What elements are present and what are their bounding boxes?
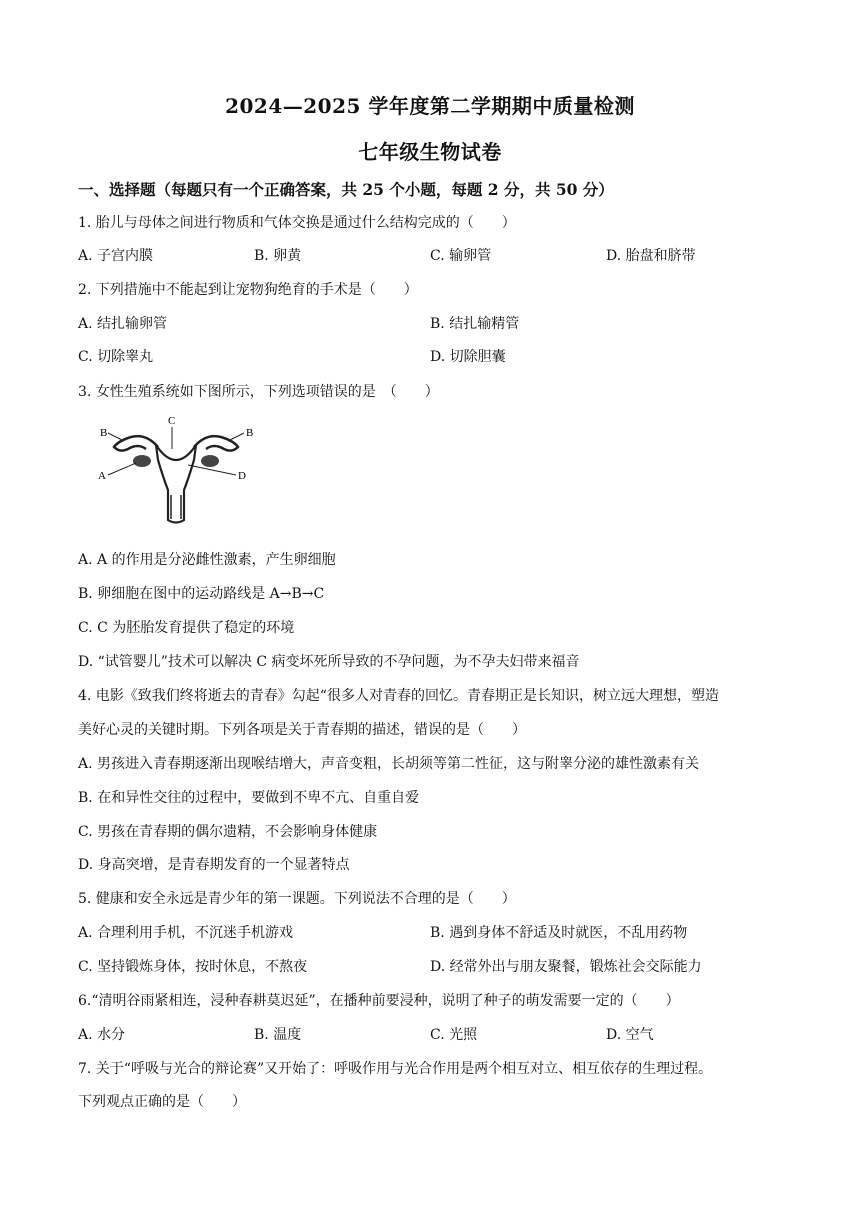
question-2-option-b: B. 结扎输精管 bbox=[430, 316, 520, 332]
question-5-stem: 5. 健康和安全永远是青少年的第一课题。下列说法不合理的是（ ） bbox=[78, 891, 516, 907]
question-2-option-a: A. 结扎输卵管 bbox=[78, 316, 168, 332]
exam-subtitle: 七年级生物试卷 bbox=[358, 140, 502, 164]
question-4-option-c: C. 男孩在青春期的偶尔遗精，不会影响身体健康 bbox=[78, 824, 378, 840]
question-5-option-c: C. 坚持锻炼身体，按时休息，不熬夜 bbox=[78, 959, 308, 975]
question-2-stem: 2. 下列措施中不能起到让宠物狗绝育的手术是（ ） bbox=[78, 282, 418, 298]
question-6-stem: 6.“清明谷雨紧相连，浸种春耕莫迟延”，在播种前要浸种，说明了种子的萌发需要一定的（ ） bbox=[78, 993, 680, 1009]
left-oviduct-shape bbox=[114, 436, 158, 450]
question-1-stem: 1. 胎儿与母体之间进行物质和气体交换是通过什么结构完成的（ ） bbox=[78, 215, 516, 231]
question-4-option-b: B. 在和异性交往的过程中，要做到不卑不亢、自重自爱 bbox=[78, 790, 420, 806]
section-heading: 一、选择题（每题只有一个正确答案，共 25 个小题，每题 2 分，共 50 分） bbox=[78, 180, 614, 199]
label-line-a bbox=[108, 463, 136, 475]
question-1-option-c: C. 输卵管 bbox=[430, 248, 492, 264]
question-1-option-b: B. 卵黄 bbox=[254, 248, 302, 264]
question-7-stem-line-1: 7. 关于“呼吸与光合的辩论赛”又开始了：呼吸作用与光合作用是两个相互对立、相互依存的生理过程。 bbox=[78, 1061, 713, 1077]
right-oviduct-shape bbox=[194, 436, 238, 450]
question-5-option-b: B. 遇到身体不舒适及时就医，不乱用药物 bbox=[430, 925, 688, 941]
question-3-stem: 3. 女性生殖系统如下图所示，下列选项错误的是 （ ） bbox=[78, 384, 439, 400]
question-6-option-c: C. 光照 bbox=[430, 1027, 478, 1043]
figure-label-b-right: B bbox=[246, 427, 254, 439]
question-3-option-d: D. “试管婴儿”技术可以解决 C 病变坏死所导致的不孕问题，为不孕夫妇带来福音 bbox=[78, 654, 580, 670]
vagina-shape bbox=[171, 495, 181, 519]
uterus-shape bbox=[156, 445, 196, 523]
left-ovary-shape bbox=[133, 455, 151, 467]
question-3-option-b: B. 卵细胞在图中的运动路线是 A→B→C bbox=[78, 586, 325, 602]
female-reproductive-system-diagram bbox=[86, 405, 266, 535]
question-1-option-a: A. 子宫内膜 bbox=[78, 248, 154, 264]
figure-label-c: C bbox=[168, 415, 176, 427]
question-6-option-b: B. 温度 bbox=[254, 1027, 302, 1043]
label-line-b-right bbox=[228, 433, 244, 441]
question-6-option-d: D. 空气 bbox=[606, 1027, 654, 1043]
question-2-option-d: D. 切除胆囊 bbox=[430, 349, 506, 365]
figure-label-a: A bbox=[98, 470, 106, 482]
question-3-option-a: A. A 的作用是分泌雌性激素，产生卵细胞 bbox=[78, 552, 336, 568]
question-6-option-a: A. 水分 bbox=[78, 1027, 126, 1043]
question-4-stem-line-2: 美好心灵的关键时期。下列各项是关于青春期的描述，错误的是（ ） bbox=[78, 722, 526, 738]
question-7-stem-line-2: 下列观点正确的是（ ） bbox=[78, 1094, 246, 1110]
question-5-option-d: D. 经常外出与朋友聚餐，锻炼社会交际能力 bbox=[430, 959, 702, 975]
right-ovary-shape bbox=[201, 455, 219, 467]
label-line-b-left bbox=[108, 433, 124, 441]
question-4-stem-line-1: 4. 电影《致我们终将逝去的青春》勾起“很多人对青春的回忆。青春期正是长知识，树立远大理想，塑造 bbox=[78, 688, 719, 704]
question-4-option-d: D. 身高突增，是青春期发育的一个显著特点 bbox=[78, 857, 350, 873]
exam-title: 2024—2025 学年度第二学期期中质量检测 bbox=[225, 94, 635, 118]
figure-label-d: D bbox=[238, 470, 246, 482]
question-3-option-c: C. C 为胚胎发育提供了稳定的环境 bbox=[78, 620, 295, 636]
figure-label-b-left: B bbox=[100, 427, 108, 439]
question-4-option-a: A. 男孩进入青春期逐渐出现喉结增大，声音变粗，长胡须等第二性征，这与附睾分泌的雄性激素有关 bbox=[78, 756, 700, 772]
question-2-option-c: C. 切除睾丸 bbox=[78, 349, 154, 365]
question-5-option-a: A. 合理利用手机，不沉迷手机游戏 bbox=[78, 925, 294, 941]
question-1-option-d: D. 胎盘和脐带 bbox=[606, 248, 696, 264]
